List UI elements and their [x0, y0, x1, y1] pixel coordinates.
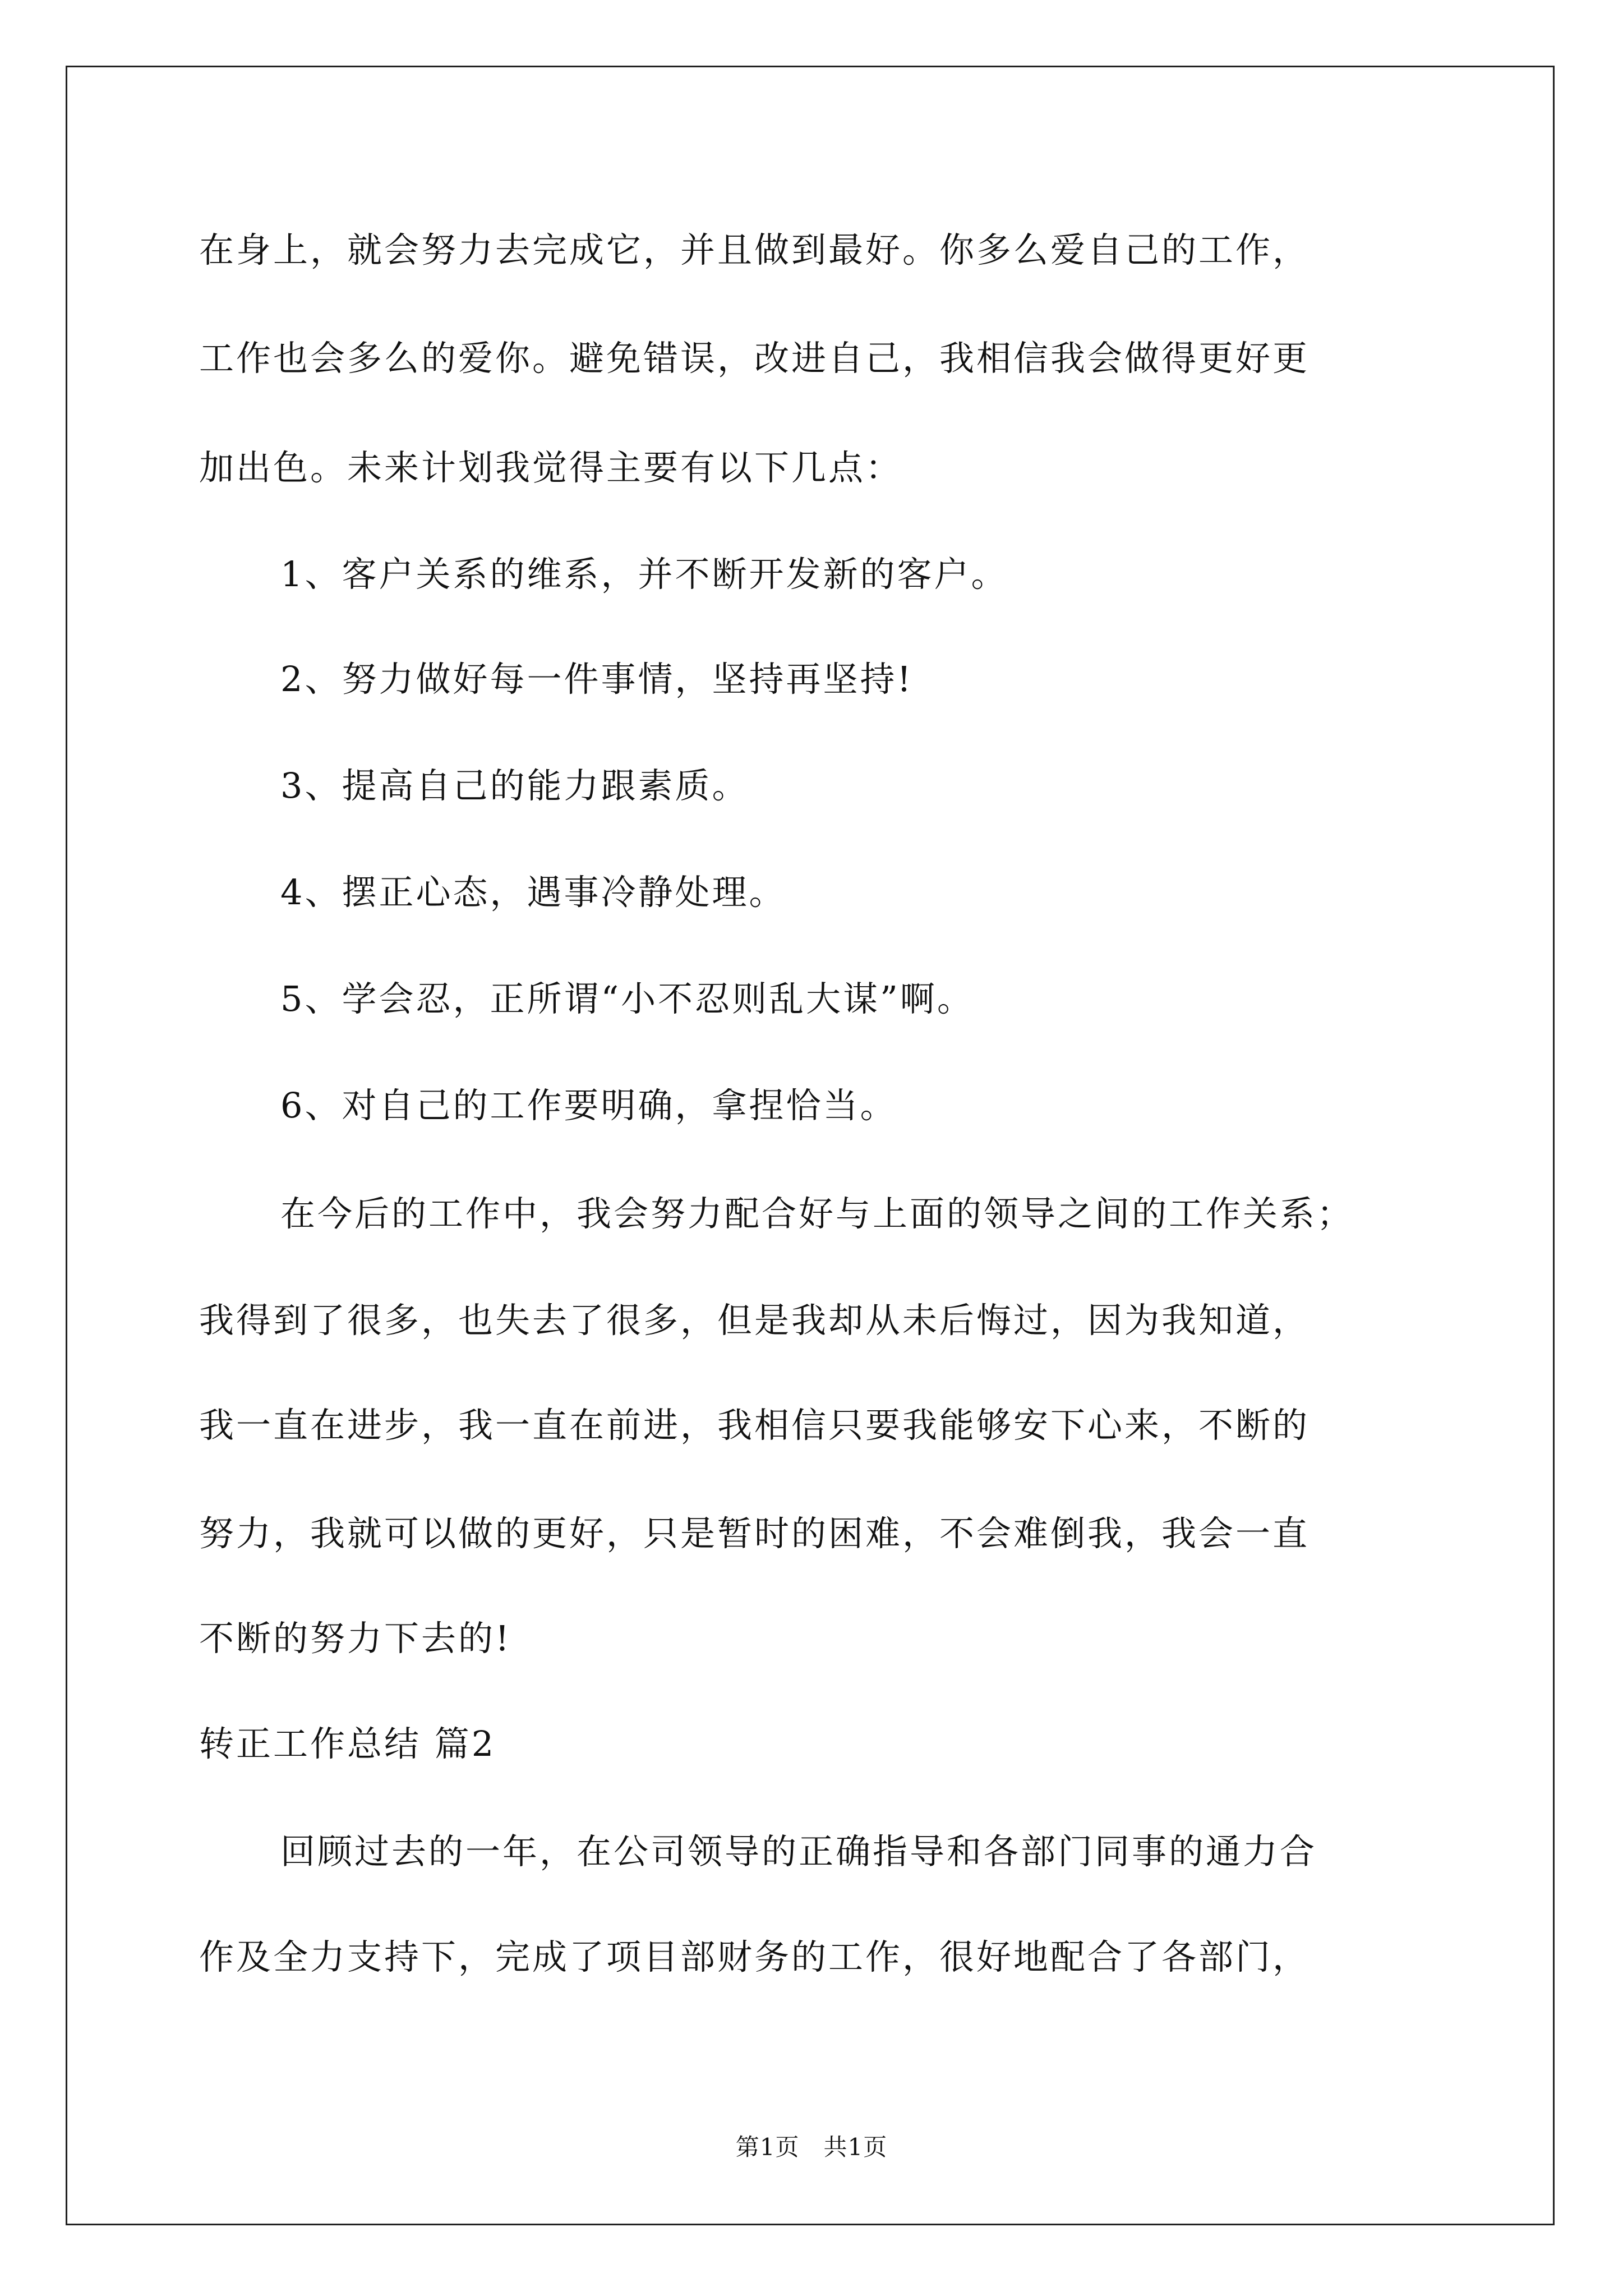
body-text-line: 作及全力支持下，完成了项目部财务的工作，很好地配合了各部门，	[199, 1936, 1310, 1977]
body-text-line: 回顾过去的一年，在公司领导的正确指导和各部门同事的通力合	[280, 1831, 1317, 1872]
list-item: 2、努力做好每一件事情，坚持再坚持!	[280, 659, 914, 700]
body-text-line: 加出色。未来计划我觉得主要有以下几点：	[199, 447, 903, 488]
list-item: 6、对自己的工作要明确，拿捏恰当。	[280, 1085, 897, 1126]
section-heading: 转正工作总结 篇2	[199, 1723, 496, 1764]
page-border	[66, 66, 1555, 2225]
list-item: 3、提高自己的能力跟素质。	[280, 765, 749, 806]
page-footer: 第1页 共1页	[735, 2133, 888, 2161]
body-text-line: 我得到了很多，也失去了很多，但是我却从未后悔过，因为我知道，	[199, 1300, 1310, 1341]
body-text-line: 在今后的工作中，我会努力配合好与上面的领导之间的工作关系；	[280, 1193, 1354, 1234]
body-text-line: 我一直在进步，我一直在前进，我相信只要我能够安下心来，不断的	[199, 1405, 1310, 1446]
body-text-line: 工作也会多么的爱你。避免错误，改进自己，我相信我会做得更好更	[199, 338, 1310, 379]
body-text-line: 不断的努力下去的!	[199, 1618, 511, 1659]
body-text-line: 努力，我就可以做的更好，只是暂时的困难，不会难倒我，我会一直	[199, 1513, 1310, 1554]
list-item: 5、学会忍，正所谓“小不忍则乱大谋”啊。	[280, 978, 974, 1019]
list-item: 1、客户关系的维系，并不断开发新的客户。	[280, 554, 1008, 595]
body-text-line: 在身上，就会努力去完成它，并且做到最好。你多么爱自己的工作，	[199, 229, 1310, 270]
list-item: 4、摆正心态，遇事冷静处理。	[280, 872, 786, 913]
